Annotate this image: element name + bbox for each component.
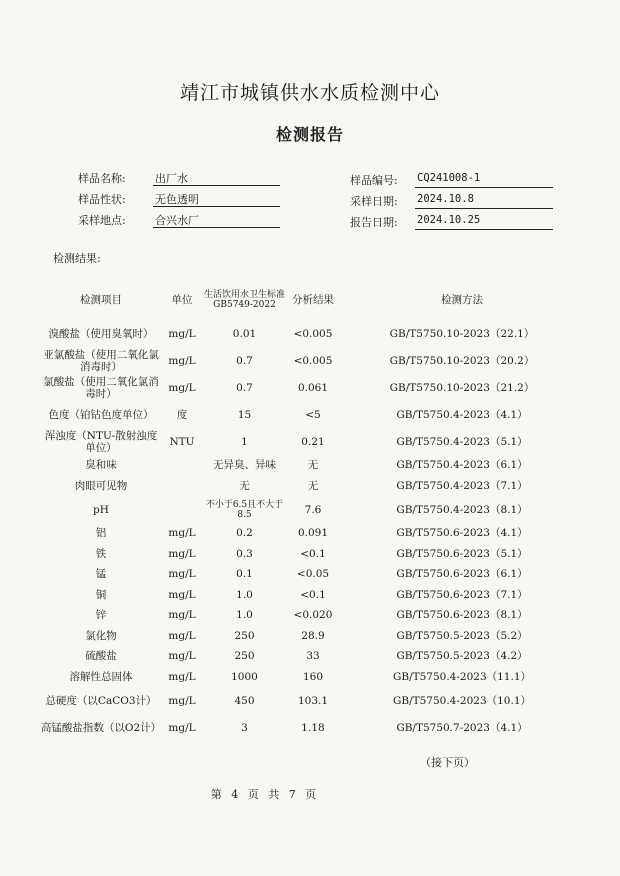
unit-cell: mg/L bbox=[168, 650, 196, 663]
sample-date-label: 采样日期: bbox=[350, 195, 398, 208]
result-cell: 无 bbox=[307, 459, 319, 472]
table-row bbox=[40, 401, 585, 428]
standard-cell: 250 bbox=[234, 650, 255, 663]
result-cell: 33 bbox=[306, 650, 320, 663]
item-cell: 锰 bbox=[95, 568, 107, 581]
sample-site-value: 合兴水厂 bbox=[153, 212, 280, 228]
standard-cell: 不小于6.5且不大于8.5 bbox=[205, 499, 284, 520]
result-cell: <0.005 bbox=[293, 354, 333, 367]
table-header bbox=[40, 280, 585, 320]
method-cell: GB/T5750.10-2023（20.2） bbox=[389, 354, 535, 367]
result-cell: 1.18 bbox=[301, 721, 325, 734]
method-cell: GB/T5750.6-2023（5.1） bbox=[396, 547, 528, 560]
header-result: 分析结果 bbox=[292, 294, 334, 306]
report-date-label: 报告日期: bbox=[350, 216, 398, 229]
item-cell: 溶解性总固体 bbox=[69, 670, 133, 683]
unit-cell bbox=[162, 476, 202, 497]
standard-cell: 无异臭、异味 bbox=[213, 459, 276, 472]
method-cell: GB/T5750.10-2023（22.1） bbox=[389, 327, 535, 340]
result-cell: 103.1 bbox=[297, 694, 329, 707]
standard-cell: 0.01 bbox=[232, 327, 257, 340]
method-cell: GB/T5750.4-2023（8.1） bbox=[396, 503, 528, 516]
sample-no-value: CQ241008-1 bbox=[415, 172, 553, 188]
item-cell: 浑浊度（NTU-散射浊度单位） bbox=[44, 429, 158, 454]
unit-cell: mg/L bbox=[168, 670, 196, 683]
result-cell: 28.9 bbox=[301, 629, 325, 642]
sample-date-value: 2024.10.8 bbox=[415, 193, 553, 209]
result-cell: 0.061 bbox=[297, 381, 329, 394]
standard-cell: 0.7 bbox=[236, 354, 253, 367]
result-cell: <0.005 bbox=[293, 327, 333, 340]
item-cell: 高锰酸盐指数（以O2计） bbox=[40, 721, 162, 734]
method-cell: GB/T5750.7-2023（4.1） bbox=[396, 721, 528, 734]
unit-cell: mg/L bbox=[168, 568, 196, 581]
unit-cell: mg/L bbox=[168, 588, 196, 601]
unit-cell: mg/L bbox=[168, 609, 196, 622]
sample-trait-label: 样品性状: bbox=[78, 193, 126, 206]
result-cell: 0.21 bbox=[301, 435, 325, 448]
sample-name-value: 出厂水 bbox=[153, 170, 280, 186]
item-cell: 铁 bbox=[95, 547, 107, 560]
unit-cell: NTU bbox=[169, 435, 195, 448]
standard-cell: 0.7 bbox=[236, 381, 253, 394]
unit-cell: mg/L bbox=[168, 547, 196, 560]
table-row bbox=[40, 714, 585, 741]
table-row bbox=[40, 564, 585, 585]
table-body bbox=[40, 320, 585, 741]
method-cell: GB/T5750.4-2023（6.1） bbox=[396, 459, 528, 472]
standard-cell: 15 bbox=[237, 408, 252, 421]
unit-cell: mg/L bbox=[168, 354, 196, 367]
standard-cell: 1000 bbox=[231, 670, 258, 683]
table-row bbox=[40, 605, 585, 626]
standard-cell: 450 bbox=[234, 694, 255, 707]
standard-cell: 1 bbox=[241, 435, 248, 448]
table-row bbox=[40, 320, 585, 347]
method-cell: GB/T5750.6-2023（7.1） bbox=[396, 588, 528, 601]
table-row bbox=[40, 585, 585, 606]
header-unit: 单位 bbox=[171, 294, 193, 306]
item-cell: 色度（铂钴色度单位） bbox=[48, 408, 154, 421]
method-cell: GB/T5750.6-2023（8.1） bbox=[396, 609, 528, 622]
report-date-value: 2024.10.25 bbox=[415, 214, 553, 230]
item-cell: 肉眼可见物 bbox=[74, 479, 128, 492]
results-table bbox=[40, 280, 585, 741]
table-row bbox=[40, 523, 585, 544]
report-date-row bbox=[350, 212, 555, 230]
item-cell: 铜 bbox=[95, 588, 107, 601]
header-item: 检测项目 bbox=[80, 294, 122, 306]
item-cell: 亚氯酸盐（使用二氧化氯消毒时） bbox=[43, 348, 159, 373]
standard-cell: 0.2 bbox=[236, 527, 253, 540]
organization-title: 靖江市城镇供水水质检测中心 bbox=[179, 82, 440, 104]
standard-cell: 1.0 bbox=[236, 588, 253, 601]
item-cell: 氯化物 bbox=[85, 629, 117, 642]
table-row bbox=[40, 667, 585, 688]
method-cell: GB/T5750.4-2023（5.1） bbox=[396, 435, 528, 448]
item-cell: 臭和味 bbox=[85, 459, 117, 472]
header-method: 检测方法 bbox=[441, 294, 483, 306]
table-row bbox=[40, 476, 585, 497]
method-cell: GB/T5750.5-2023（4.2） bbox=[396, 650, 528, 663]
sample-no-row bbox=[350, 170, 555, 188]
result-cell: 0.091 bbox=[297, 527, 329, 540]
table-row bbox=[40, 428, 585, 455]
item-cell: 硫酸盐 bbox=[85, 650, 117, 663]
result-cell: <0.1 bbox=[300, 547, 326, 560]
sample-trait-value: 无色透明 bbox=[153, 191, 280, 207]
method-cell: GB/T5750.4-2023（7.1） bbox=[396, 479, 528, 492]
unit-cell: 度 bbox=[176, 408, 188, 421]
unit-cell: mg/L bbox=[168, 721, 196, 734]
standard-cell: 0.3 bbox=[236, 547, 253, 560]
standard-cell: 3 bbox=[241, 721, 248, 734]
result-cell: 160 bbox=[302, 670, 324, 683]
header-standard: 生活饮用水卫生标准GB5749-2022 bbox=[203, 289, 285, 310]
method-cell: GB/T5750.4-2023（11.1） bbox=[392, 670, 532, 683]
item-cell: 总硬度（以CaCO3计） bbox=[45, 694, 157, 707]
standard-cell: 1.0 bbox=[236, 609, 253, 622]
table-row bbox=[40, 626, 585, 647]
unit-cell bbox=[162, 455, 202, 476]
result-cell: <0.05 bbox=[296, 568, 330, 581]
sample-no-label: 样品编号: bbox=[350, 174, 398, 187]
method-cell: GB/T5750.5-2023（5.2） bbox=[396, 629, 528, 642]
results-label: 检测结果: bbox=[53, 252, 101, 265]
table-row bbox=[40, 374, 585, 401]
result-cell: 无 bbox=[307, 479, 319, 492]
method-cell: GB/T5750.4-2023（4.1） bbox=[396, 408, 528, 421]
sample-site-label: 采样地点: bbox=[78, 214, 126, 227]
result-cell: <0.1 bbox=[300, 588, 326, 601]
unit-cell: mg/L bbox=[168, 629, 196, 642]
item-cell: 溴酸盐（使用臭氧时） bbox=[48, 327, 154, 340]
method-cell: GB/T5750.10-2023（21.2） bbox=[389, 381, 535, 394]
sample-name-label: 样品名称: bbox=[78, 172, 126, 185]
item-cell: 氯酸盐（使用二氧化氯消毒时） bbox=[43, 375, 159, 400]
method-cell: GB/T5750.4-2023（10.1） bbox=[392, 694, 532, 707]
unit-cell bbox=[162, 496, 202, 523]
result-cell: <0.020 bbox=[293, 609, 333, 622]
table-row bbox=[40, 496, 585, 523]
method-cell: GB/T5750.6-2023（6.1） bbox=[396, 568, 528, 581]
page-footer: 第 4 页 共 7 页 bbox=[210, 788, 320, 801]
item-cell: 锌 bbox=[95, 609, 107, 622]
result-cell: <5 bbox=[305, 408, 321, 421]
standard-cell: 0.1 bbox=[236, 568, 253, 581]
report-title: 检测报告 bbox=[275, 125, 344, 144]
table-row bbox=[40, 455, 585, 476]
item-cell: 铝 bbox=[95, 527, 107, 540]
table-row bbox=[40, 347, 585, 374]
result-cell: 7.6 bbox=[304, 503, 322, 516]
unit-cell: mg/L bbox=[168, 694, 196, 707]
method-cell: GB/T5750.6-2023（4.1） bbox=[396, 527, 528, 540]
table-row bbox=[40, 544, 585, 565]
table-row bbox=[40, 687, 585, 714]
sample-site-row bbox=[78, 210, 288, 228]
unit-cell: mg/L bbox=[168, 527, 196, 540]
sample-trait-row bbox=[78, 189, 288, 207]
standard-cell: 250 bbox=[234, 629, 255, 642]
sample-date-row bbox=[350, 191, 555, 209]
unit-cell: mg/L bbox=[168, 327, 196, 340]
table-row bbox=[40, 646, 585, 667]
unit-cell: mg/L bbox=[168, 381, 196, 394]
sample-name-row bbox=[78, 168, 288, 186]
item-cell: pH bbox=[93, 503, 109, 516]
continued-note: （接下页） bbox=[420, 756, 475, 769]
standard-cell: 无 bbox=[239, 479, 250, 492]
